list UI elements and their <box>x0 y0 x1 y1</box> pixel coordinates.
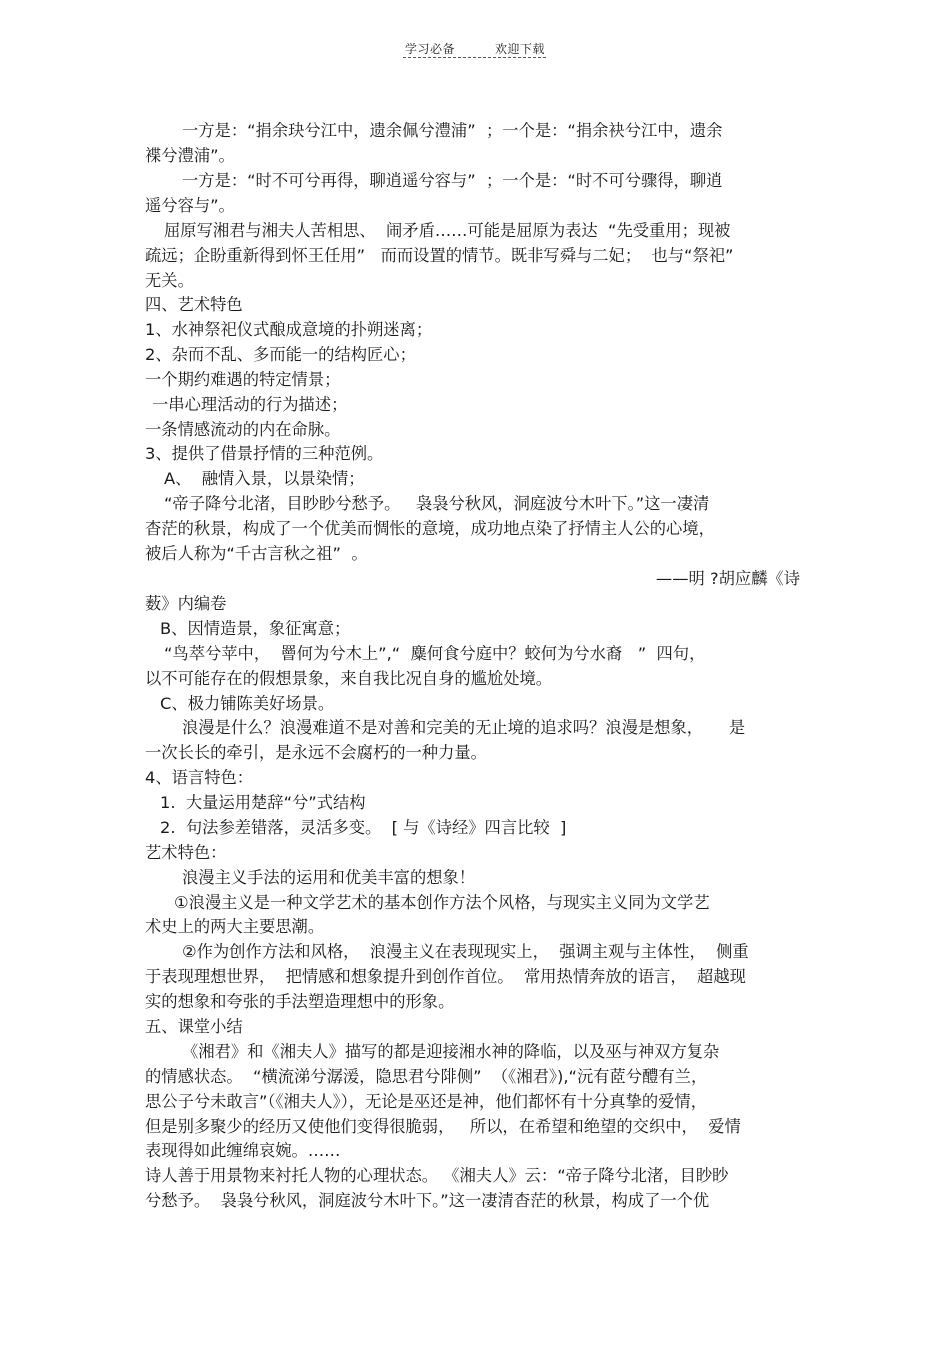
text-line: 2. 句法参差错落，灵活多变。 [ 与《诗经》四言比较 ] <box>160 818 567 837</box>
text-line: 一个期约难遇的特定情景； <box>145 370 341 389</box>
text-line: 遥兮容与”。 <box>145 196 235 215</box>
text-line: 兮愁予。 袅袅兮秋风，洞庭波兮木叶下。”这一凄清杳茫的秋景，构成了一个优 <box>145 1191 710 1210</box>
text-line: “鸟萃兮苹中， 罾何为兮木上”,“ 麋何食兮庭中？蛟何为兮水裔 ” 四句， <box>164 644 706 663</box>
text-line: 的情感状态。 “横流涕兮潺湲，隐思君兮陫侧” （《湘君》),“沅有茝兮醴有兰， <box>145 1067 708 1086</box>
text-line: 一条情感流动的内在命脉。 <box>145 420 341 439</box>
text-line: 诗人善于用景物来衬托人物的心理状态。 《湘夫人》云：“帝子降兮北渚，目眇眇 <box>145 1166 729 1185</box>
header-dashed-rule <box>403 57 546 58</box>
header-right-text: 欢迎下载 <box>495 42 546 56</box>
text-line: 思公子兮未敢言”（《湘夫人》），无论是巫还是神，他们都怀有十分真挚的爱情， <box>145 1092 707 1111</box>
text-line: 五、课堂小结 <box>145 1017 243 1036</box>
text-line: B、因情造景，象征寓意； <box>160 619 351 638</box>
text-line: 以不可能存在的假想景象，来自我比况自身的尴尬处境。 <box>145 669 553 688</box>
text-line: 四、艺术特色 <box>145 295 243 314</box>
text-line: 薮》内编卷 <box>145 594 227 613</box>
text-line: 4、语言特色： <box>145 768 254 787</box>
text-line: 1. 大量运用楚辞“兮”式结构 <box>160 793 366 812</box>
text-line: 一方是：“时不可兮再得，聊逍遥兮容与” ；一个是：“时不可兮骤得，聊逍 <box>182 171 723 190</box>
text-line: ②作为创作方法和风格， 浪漫主义在表现现实上， 强调主观与主体性， 侧重 <box>182 942 749 961</box>
text-line: 3、提供了借景抒情的三种范例。 <box>145 444 384 463</box>
text-line: 《湘君》和《湘夫人》描写的都是迎接湘水神的降临，以及巫与神双方复杂 <box>182 1042 720 1061</box>
text-line: 浪漫主义手法的运用和优美丰富的想象！ <box>182 868 476 887</box>
text-line: 2、杂而不乱、多而能一的结构匠心； <box>145 345 416 364</box>
text-line: 疏远；企盼重新得到怀王任用” 而而设置的情节。既非写舜与二妃； 也与“祭祀” <box>145 246 734 265</box>
text-line: 但是别多聚少的经历又使他们变得很脆弱， 所以，在希望和绝望的交织中， 爱情 <box>145 1117 741 1136</box>
text-line: 表现得如此缠绵哀婉。…… <box>145 1141 341 1160</box>
text-line: 于表现理想世界， 把情感和想象提升到创作首位。 常用热情奔放的语言， 超越现 <box>145 967 746 986</box>
page-header <box>0 40 950 57</box>
text-line: “帝子降兮北渚，目眇眇兮愁予。 袅袅兮秋风，洞庭波兮木叶下。”这一凄清 <box>164 494 710 513</box>
text-line: C、极力铺陈美好场景。 <box>160 694 335 713</box>
text-line: 一串心理活动的行为描述； <box>152 395 348 414</box>
text-line: 术史上的两大主要思潮。 <box>145 917 325 936</box>
text-line: 一方是：“捐余玦兮江中，遗余佩兮澧浦” ；一个是：“捐余袂兮江中，遗余 <box>182 121 723 140</box>
text-line: 屈原写湘君与湘夫人苦相思、 闹矛盾……可能是屈原为表达 “先受重用；现被 <box>164 221 731 240</box>
text-line: ——明 ?胡应麟《诗 <box>655 569 800 588</box>
text-line: 1、水神祭祀仪式酿成意境的扑朔迷离； <box>145 320 433 339</box>
text-line: ①浪漫主义是一种文学艺术的基本创作方法个风格，与现实主义同为文学艺 <box>174 893 710 912</box>
text-line: 实的想象和夸张的手法塑造理想中的形象。 <box>145 992 455 1011</box>
text-line: 艺术特色： <box>145 843 227 862</box>
text-line: 褋兮澧浦”。 <box>145 146 235 165</box>
text-line: 无关。 <box>145 271 194 290</box>
text-line: 浪漫是什么？浪漫难道不是对善和完美的无止境的追求吗？浪漫是想象， 是 <box>182 718 746 737</box>
header-left-text: 学习必备 <box>404 42 455 56</box>
text-line: A、 融情入景，以景染情； <box>164 469 365 488</box>
text-line: 一次长长的牵引，是永远不会腐朽的一种力量。 <box>145 743 487 762</box>
text-line: 杳茫的秋景，构成了一个优美而惆怅的意境，成功地点染了抒情主人公的心境， <box>145 519 715 538</box>
text-line: 被后人称为“千古言秋之祖” 。 <box>145 544 368 563</box>
